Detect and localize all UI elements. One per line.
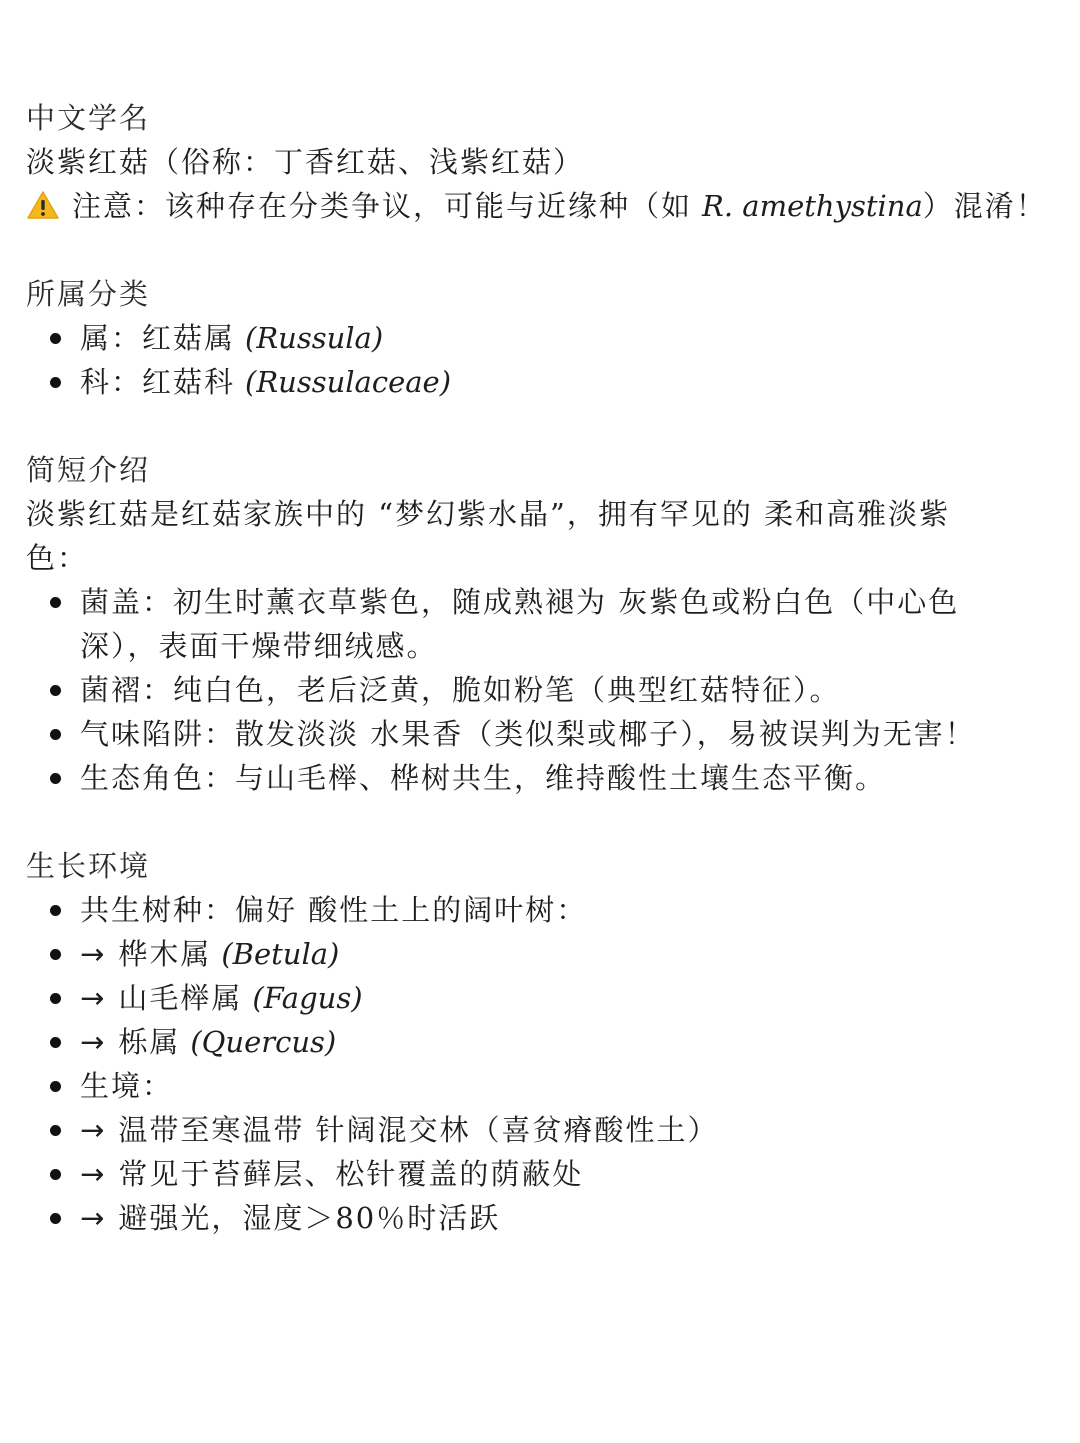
list-item [26, 1152, 1056, 1196]
bullet-icon [50, 729, 61, 740]
item-text: 避强光，湿度＞80％时活跃 [118, 1201, 501, 1235]
item-text: 山毛榉属 [118, 981, 243, 1015]
bullet-icon [50, 1037, 61, 1048]
arrow-right-icon: → [80, 1113, 105, 1147]
item-text: 菌盖：初生时薰衣草紫色，随成熟褪为 灰紫色或粉白色（中心色深），表面干燥带细绒感。 [80, 585, 960, 663]
section-taxonomy [26, 272, 1056, 404]
bullet-icon [50, 377, 61, 388]
intro-list [26, 580, 1056, 800]
arrow-right-icon: → [80, 1201, 105, 1235]
list-item [26, 1196, 1056, 1240]
item-text: 气味陷阱：散发淡淡 水果香（类似梨或椰子），易被误判为无害！ [80, 717, 976, 751]
item-latin-name: (Russulaceae) [245, 365, 452, 399]
item-label: 科：红菇科 [80, 365, 236, 399]
list-item [26, 668, 1056, 712]
list-item [26, 976, 1056, 1020]
warning-icon [26, 190, 60, 220]
list-item [26, 1108, 1056, 1152]
bullet-icon [50, 949, 61, 960]
section-chinese-name [26, 96, 1056, 228]
section-heading: 生长环境 [26, 849, 151, 883]
warning-tail: ）混淆！ [922, 189, 1047, 223]
bullet-icon [50, 1125, 61, 1136]
bullet-icon [50, 685, 61, 696]
list-item [26, 360, 1056, 404]
section-introduction [26, 448, 1056, 800]
common-names-line: 淡紫红菇（俗称：丁香红菇、浅紫红菇） [26, 145, 585, 179]
item-text: 菌褶：纯白色，老后泛黄，脆如粉笔（典型红菇特征）。 [80, 673, 841, 707]
list-item [26, 888, 1056, 932]
list-item [26, 580, 1056, 668]
item-text: 共生树种：偏好 酸性土上的阔叶树： [80, 893, 588, 927]
item-text: 生态角色：与山毛榉、桦树共生，维持酸性土壤生态平衡。 [80, 761, 887, 795]
section-habitat [26, 844, 1056, 1240]
item-text: 生境： [80, 1069, 174, 1103]
item-text: 常见于苔藓层、松针覆盖的荫蔽处 [118, 1157, 584, 1191]
section-heading: 简短介绍 [26, 453, 151, 487]
arrow-right-icon: → [80, 1025, 105, 1059]
item-latin-name: (Russula) [245, 321, 384, 355]
bullet-icon [50, 993, 61, 1004]
bullet-icon [50, 773, 61, 784]
arrow-right-icon: → [80, 1157, 105, 1191]
list-item [26, 756, 1056, 800]
list-item [26, 1020, 1056, 1064]
bullet-icon [50, 1213, 61, 1224]
item-latin-name: (Quercus) [190, 1025, 337, 1059]
list-item [26, 316, 1056, 360]
item-text: 栎属 [118, 1025, 181, 1059]
document-page [26, 96, 1056, 1284]
bullet-icon [50, 333, 61, 344]
warning-text: 注意：该种存在分类争议，可能与近缘种（如 [72, 189, 693, 223]
item-text: 桦木属 [118, 937, 212, 971]
arrow-right-icon: → [80, 981, 105, 1015]
taxonomy-list [26, 316, 1056, 404]
section-heading: 中文学名 [26, 101, 151, 135]
item-text: 温带至寒温带 针阔混交林（喜贫瘠酸性土） [118, 1113, 719, 1147]
item-latin-name: (Fagus) [252, 981, 363, 1015]
warning-latin-name: R. amethystina [702, 189, 923, 223]
bullet-icon [50, 1169, 61, 1180]
list-item [26, 712, 1056, 756]
bullet-icon [50, 905, 61, 916]
item-label: 属：红菇属 [80, 321, 236, 355]
intro-paragraph: 淡紫红菇是红菇家族中的 “梦幻紫水晶”，拥有罕见的 柔和高雅淡紫色： [26, 497, 951, 575]
list-item [26, 932, 1056, 976]
list-item [26, 1064, 1056, 1108]
arrow-right-icon: → [80, 937, 105, 971]
bullet-icon [50, 597, 61, 608]
section-heading: 所属分类 [26, 277, 151, 311]
item-latin-name: (Betula) [221, 937, 340, 971]
warning-line [26, 184, 1056, 228]
habitat-list [26, 888, 1056, 1240]
bullet-icon [50, 1081, 61, 1092]
